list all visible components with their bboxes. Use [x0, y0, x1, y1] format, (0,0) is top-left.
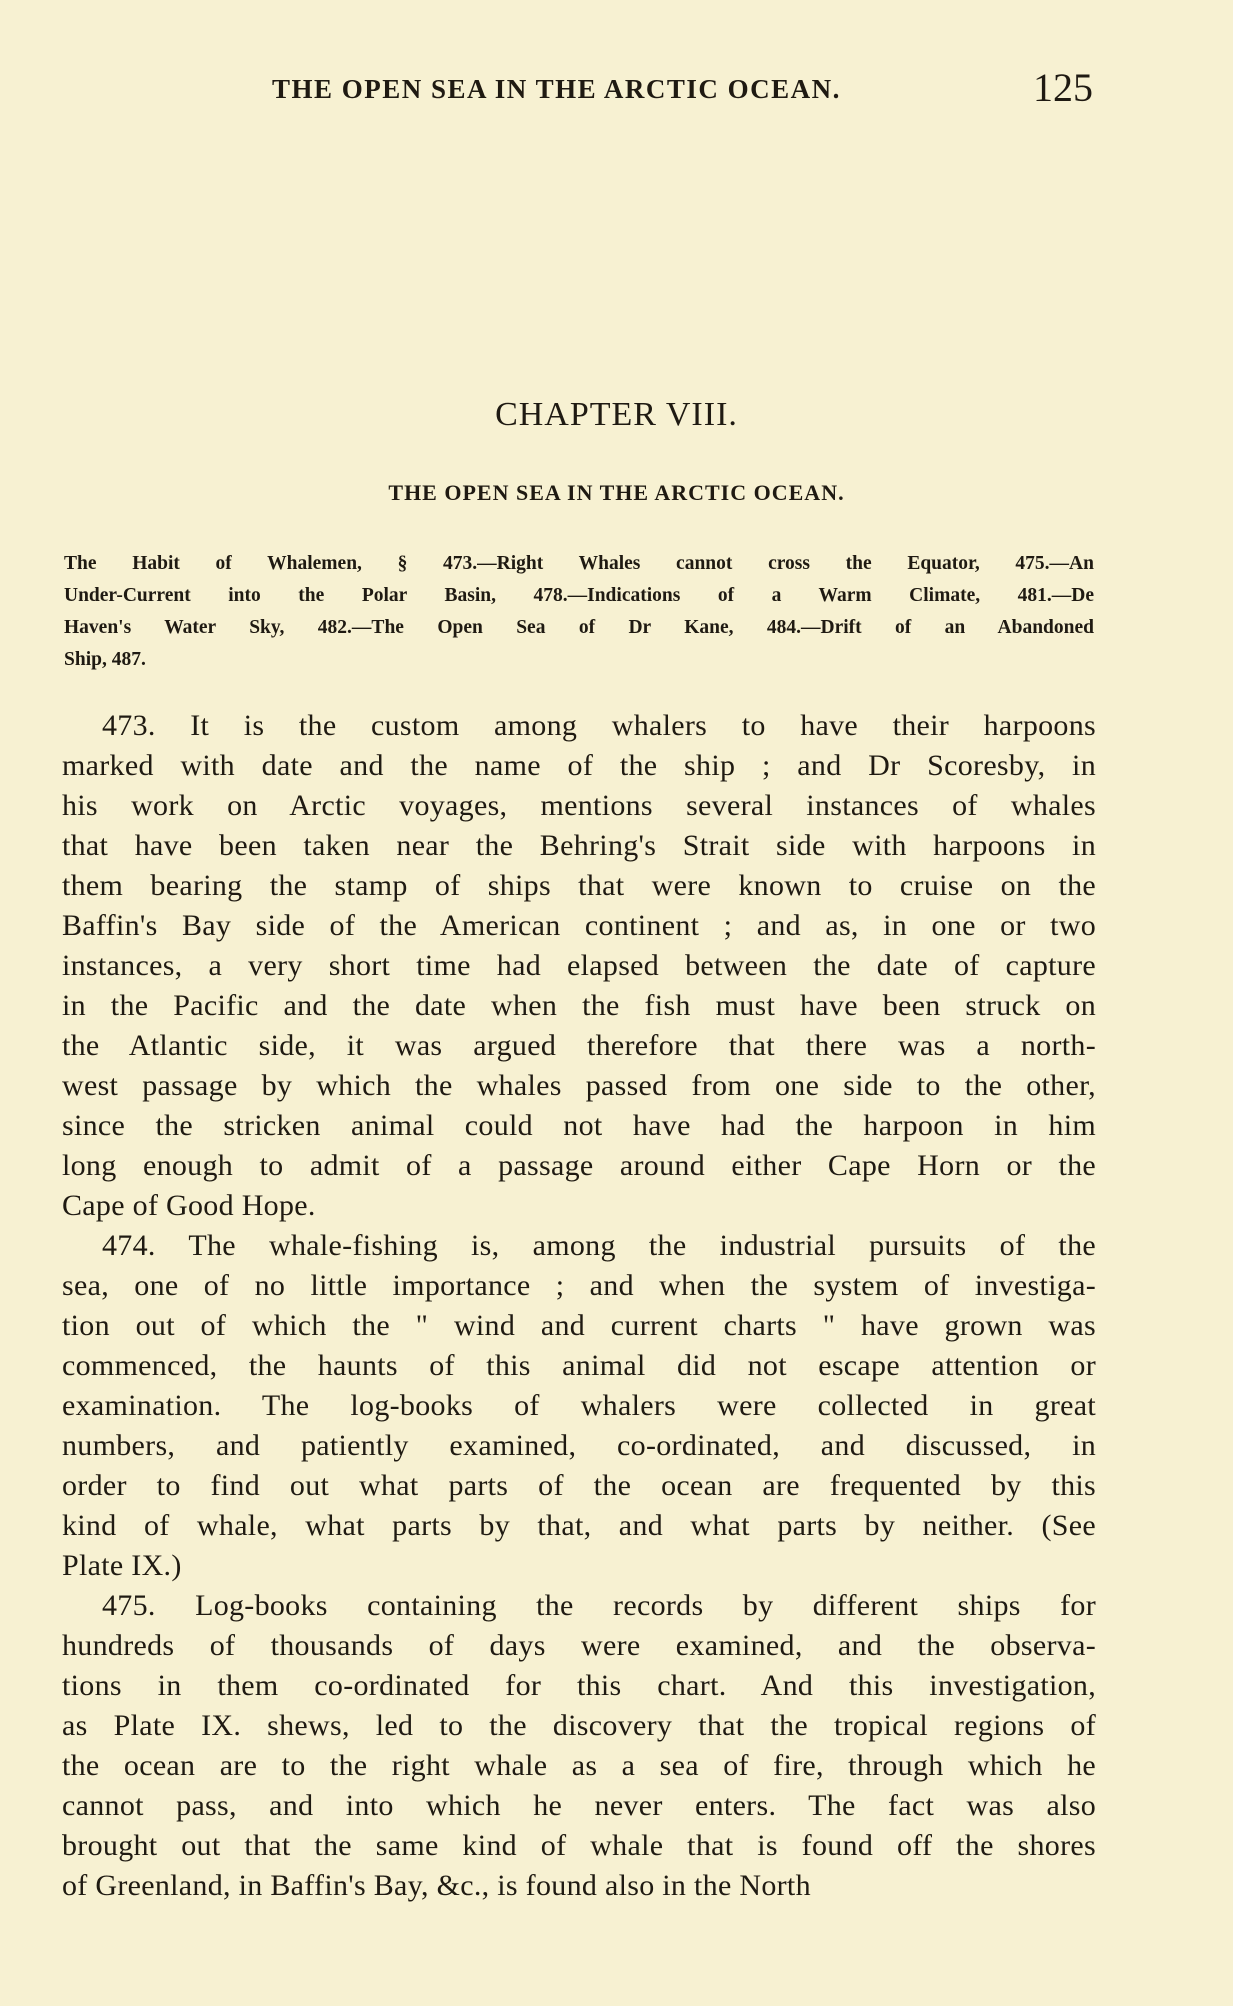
body-text [62, 706, 1096, 1906]
paragraph-473-line: long enough to admit of a passage around either Cape Horn or the [62, 1149, 1096, 1182]
paragraph-475-line: of Greenland, in Baffin's Bay, &c., is found also in the North [62, 1869, 811, 1902]
synopsis-line: Ship, 487. [64, 649, 146, 670]
paragraph-475-line: tions in them co-ordinated for this chart. And this investigation, [62, 1669, 1096, 1702]
paragraph-475-line: cannot pass, and into which he never enters. The fact was also [62, 1789, 1096, 1822]
paragraph-473-line: instances, a very short time had elapsed between the date of capture [62, 949, 1096, 982]
paragraph-473-line: them bearing the stamp of ships that were known to cruise on the [62, 869, 1096, 902]
paragraph-473-line: west passage by which the whales passed from one side to the other, [62, 1069, 1096, 1102]
paragraph-474-line: examination. The log-books of whalers were collected in great [62, 1389, 1096, 1422]
paragraph-473-line: the Atlantic side, it was argued therefore that there was a north- [62, 1029, 1096, 1062]
synopsis-line: Haven's Water Sky, 482.—The Open Sea of Dr Kane, 484.—Drift of an Abandoned [64, 617, 1094, 638]
paragraph-474-line: tion out of which the " wind and current charts " have grown was [62, 1309, 1096, 1342]
paragraph-473-line: that have been taken near the Behring's Strait side with harpoons in [62, 829, 1096, 862]
paragraph-473-line: 473. It is the custom among whalers to have their harpoons [102, 709, 1096, 742]
paragraph-474-line: numbers, and patiently examined, co-ordinated, and discussed, in [62, 1429, 1096, 1462]
chapter-subtitle: THE OPEN SEA IN THE ARCTIC OCEAN. [388, 480, 845, 505]
paragraph-475-line: 475. Log-books containing the records by different ships for [102, 1589, 1096, 1622]
chapter-synopsis [64, 548, 1094, 676]
paragraph-474-line: sea, one of no little importance ; and when the system of investiga- [62, 1269, 1096, 1302]
paragraph-475-line: as Plate IX. shews, led to the discovery that the tropical regions of [62, 1709, 1096, 1742]
page-number: 125 [1033, 65, 1093, 110]
paragraph-475-line: brought out that the same kind of whale that is found off the shores [62, 1829, 1096, 1862]
paragraph-473-line: in the Pacific and the date when the fish must have been struck on [62, 989, 1096, 1022]
chapter-heading: CHAPTER VIII. [495, 396, 738, 433]
paragraph-474-line: 474. The whale-fishing is, among the industrial pursuits of the [102, 1229, 1096, 1262]
paragraph-474-line: order to find out what parts of the ocean are frequented by this [62, 1469, 1096, 1502]
paragraph-473-line: his work on Arctic voyages, mentions several instances of whales [62, 789, 1096, 822]
paragraph-474-line: commenced, the haunts of this animal did not escape attention or [62, 1349, 1096, 1382]
paragraph-473-line: since the stricken animal could not have had the harpoon in him [62, 1109, 1096, 1142]
paragraph-473-line: marked with date and the name of the ship ; and Dr Scoresby, in [62, 749, 1096, 782]
paragraph-475-line: hundreds of thousands of days were examined, and the observa- [62, 1629, 1096, 1662]
synopsis-line: Under-Current into the Polar Basin, 478.—Indications of a Warm Climate, 481.—De [64, 585, 1094, 606]
paragraph-474-line: kind of whale, what parts by that, and what parts by neither. (See [62, 1509, 1096, 1542]
paragraph-473-line: Baffin's Bay side of the American continent ; and as, in one or two [62, 909, 1096, 942]
running-title: THE OPEN SEA IN THE ARCTIC OCEAN. [272, 74, 841, 104]
synopsis-line: The Habit of Whalemen, § 473.—Right Whales cannot cross the Equator, 475.—An [64, 553, 1094, 574]
running-head [0, 64, 1233, 108]
paragraph-475-line: the ocean are to the right whale as a sea of fire, through which he [62, 1749, 1096, 1782]
paragraph-473-line: Cape of Good Hope. [62, 1189, 316, 1222]
paragraph-474-line: Plate IX.) [62, 1549, 182, 1582]
